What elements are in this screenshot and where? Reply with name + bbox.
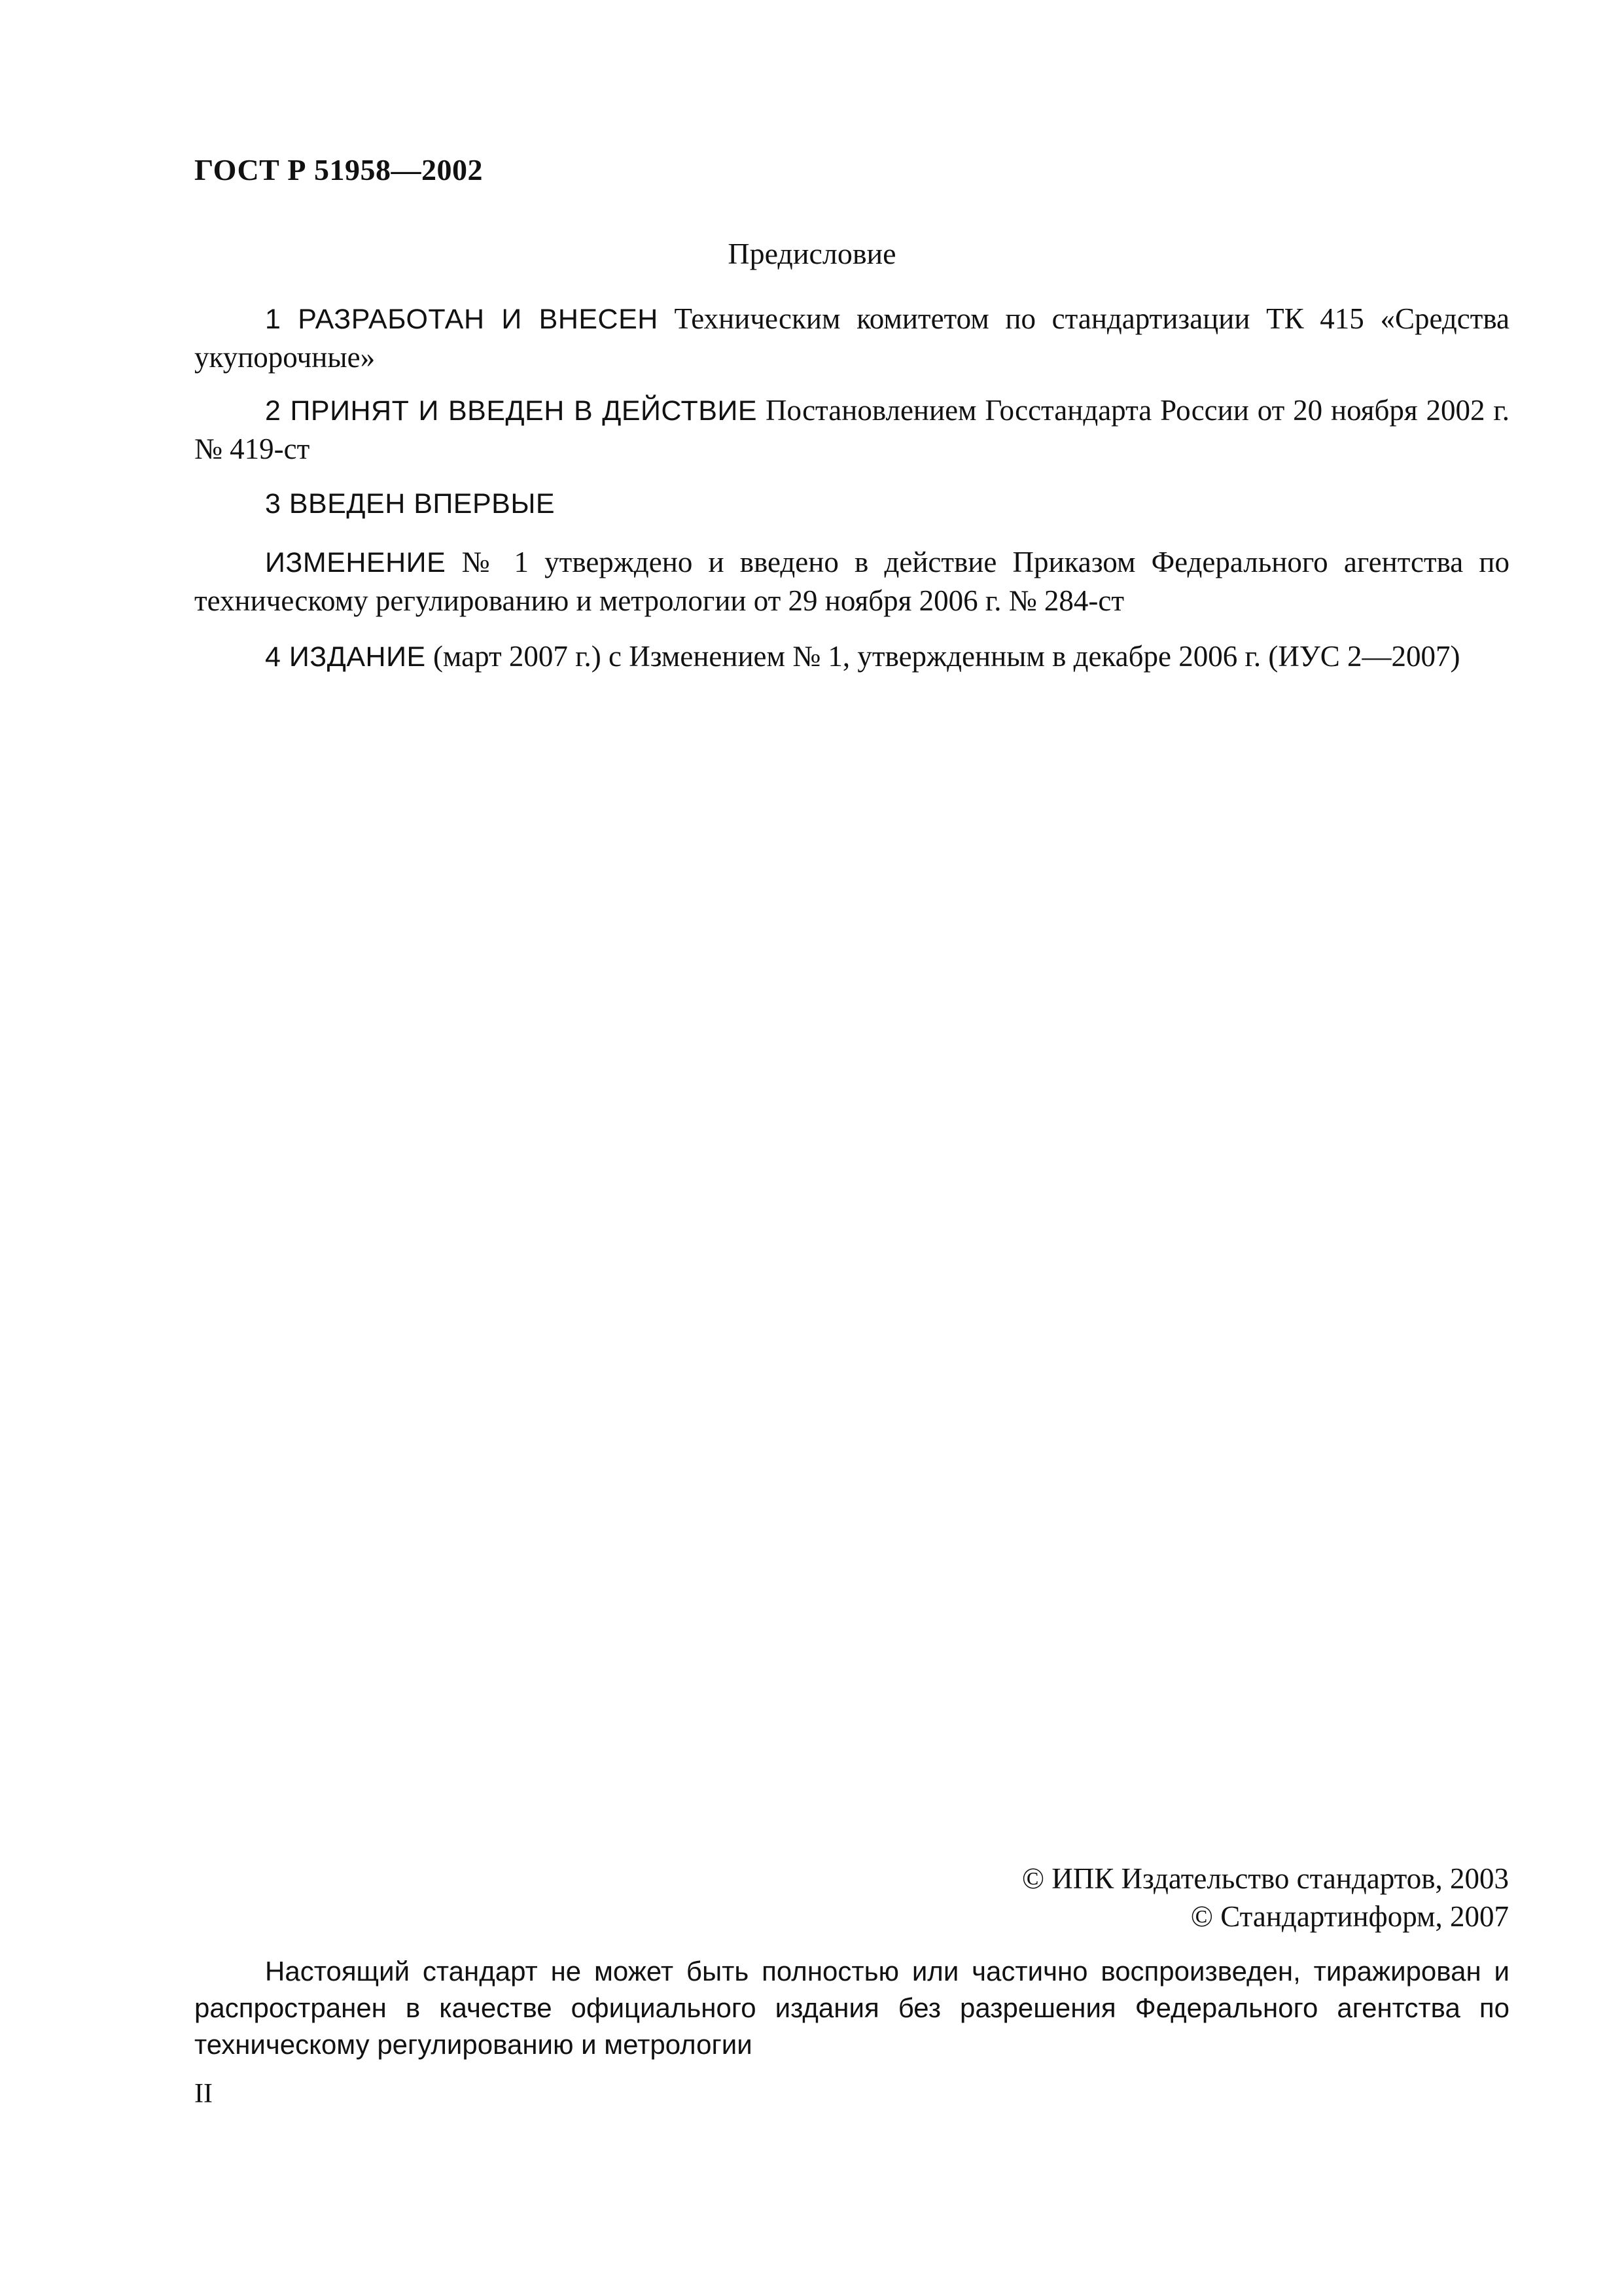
document-code: ГОСТ Р 51958—2002 <box>194 153 483 186</box>
preface-item-2 <box>194 391 1509 468</box>
preface-item-4 <box>194 637 1509 676</box>
preface-item-1 <box>194 300 1509 376</box>
preface-item-1-text: Техническим комитетом по стандартизации ТК 415 «Средства укупорочные» <box>194 302 1509 374</box>
page-number: II <box>194 2079 213 2109</box>
preface-item-amendment-text: № 1 утверждено и введено в действие Приказом Федерального агентства по техническому регулированию и метрологии от 29 ноября 2006 г. № 284-ст <box>194 546 1509 617</box>
reproduction-notice: Настоящий стандарт не может быть полностью или частично воспроизведен, тиражирован и распространен в качестве официального издания без разрешения Федерального агентства по техническому регулированию и метрологии <box>194 1956 1509 2060</box>
copyright-block <box>1022 1860 1509 1935</box>
section-title: Предисловие <box>728 237 896 270</box>
preface-item-4-text: (март 2007 г.) с Изменением № 1, утвержденным в декабре 2006 г. (ИУС 2—2007) <box>425 640 1460 673</box>
copyright-line-2: © Стандартинформ, 2007 <box>1190 1900 1509 1933</box>
preface-item-2-text: Постановлением Госстандарта России от 20 ноября 2002 г. № 419-ст <box>194 394 1509 465</box>
preface-item-3-lead: 3 ВВЕДЕН ВПЕРВЫЕ <box>265 488 556 520</box>
preface-item-2-lead: 2 ПРИНЯТ И ВВЕДЕН В ДЕЙСТВИЕ <box>265 395 758 427</box>
copyright-line-1: © ИПК Издательство стандартов, 2003 <box>1021 1862 1509 1895</box>
preface-item-amendment <box>194 543 1509 620</box>
preface-item-4-lead: 4 ИЗДАНИЕ <box>265 641 426 673</box>
preface-item-3 <box>194 484 1509 523</box>
preface-item-amendment-lead: ИЗМЕНЕНИЕ <box>265 547 446 578</box>
preface-item-1-lead: 1 РАЗРАБОТАН И ВНЕСЕН <box>265 304 658 335</box>
